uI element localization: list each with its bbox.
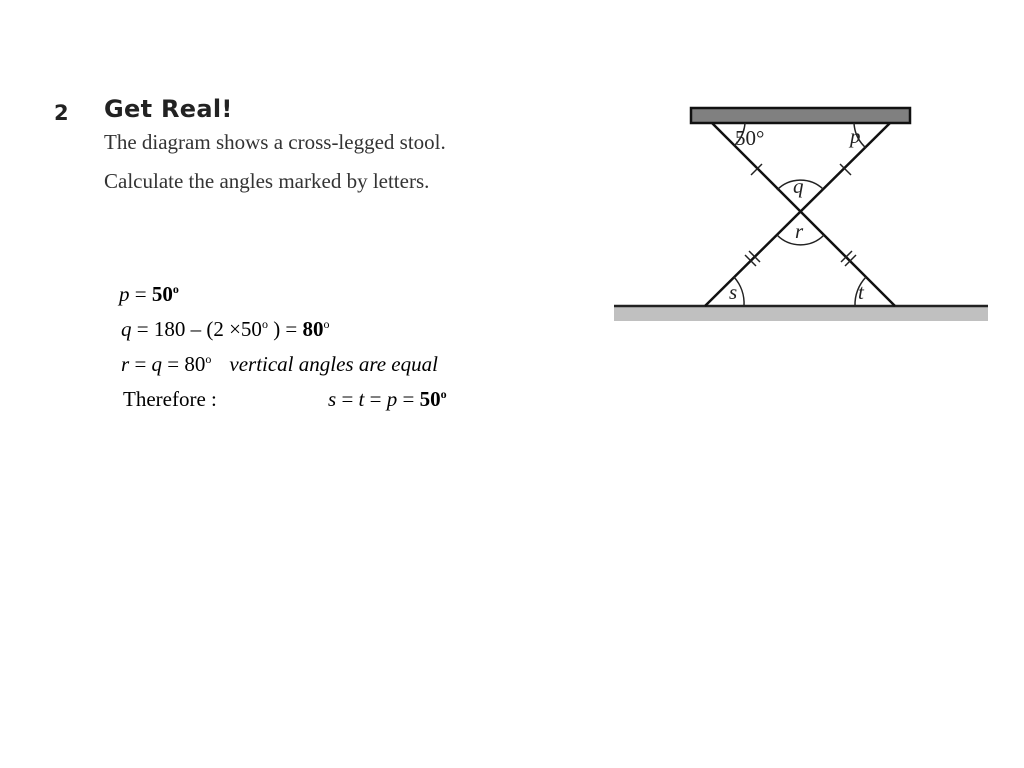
angle-label-r: r [795, 219, 804, 243]
angle-label-s: s [729, 280, 738, 304]
answer-q-value: 80 [302, 317, 324, 341]
answer-s-t-value: 50 [419, 387, 441, 411]
degree-mark: o [172, 282, 179, 296]
question-number: 2 [54, 101, 69, 125]
angle-label-p: p [850, 124, 861, 148]
var-t: t [358, 387, 365, 411]
degree-mark: o [440, 387, 447, 401]
var-p: p [119, 282, 130, 306]
var-s: s [328, 387, 337, 411]
solution-line-r [121, 352, 438, 377]
var-p: p [386, 387, 398, 411]
angle-label-q: q [793, 174, 804, 198]
eq-sign: = [397, 387, 420, 411]
final-equation [328, 387, 447, 412]
stool-diagram [612, 104, 990, 326]
answer-p-value: 50 [151, 282, 173, 306]
var-q: q [121, 317, 132, 341]
degree-mark: o [205, 352, 212, 366]
angle-label-t: t [858, 280, 864, 304]
var-q: q [151, 352, 163, 376]
question-line-2: Calculate the angles marked by letters. [104, 169, 430, 193]
solution-line-therefore [123, 387, 447, 412]
angle-label-50: 50° [735, 126, 765, 150]
eq-sign: = [129, 352, 152, 376]
question-line-1: The diagram shows a cross-legged stool. [104, 130, 446, 154]
tick-mark [751, 164, 762, 175]
eq-sign: = [364, 387, 387, 411]
floor [614, 306, 988, 321]
answer-p [152, 282, 179, 306]
solution-line-p [119, 282, 179, 307]
q-expression: = 180 – (2 ×50 [131, 317, 262, 341]
degree-mark: o [261, 317, 268, 331]
degree-mark: o [323, 317, 330, 331]
stool-seat [691, 108, 910, 123]
var-r: r [121, 352, 130, 376]
question-title: Get Real! [104, 95, 233, 123]
eq-sign: = [336, 387, 359, 411]
r-value: = 80 [162, 352, 206, 376]
solution-line-q [121, 317, 330, 342]
therefore-label: Therefore : [123, 387, 217, 411]
eq-sign: = [129, 282, 152, 306]
vertical-angles-note: vertical angles are equal [229, 352, 438, 376]
q-expression-end: ) = [267, 317, 303, 341]
stool-leg-right [705, 123, 890, 306]
stool-leg-left [712, 123, 895, 306]
